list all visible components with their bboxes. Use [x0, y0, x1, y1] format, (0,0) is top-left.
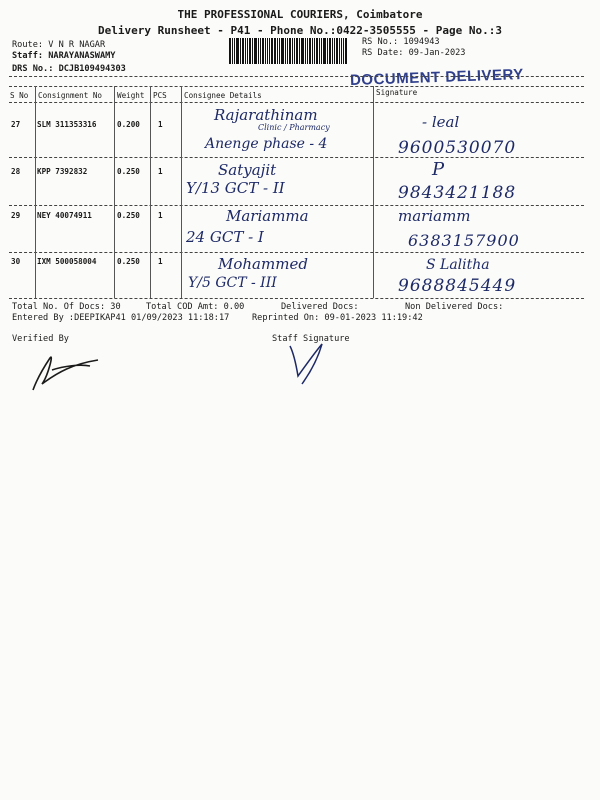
staff-label: Staff: NARAYANASWAMY [12, 51, 116, 61]
barcode-bar [287, 38, 288, 64]
barcode-bar [334, 38, 335, 64]
barcode-bar [316, 38, 318, 64]
consignee-address: Y/13 GCT - II [186, 179, 285, 197]
rule-row-29 [9, 252, 584, 253]
barcode-bar [332, 38, 333, 64]
row-weight: 0.250 [117, 211, 140, 220]
row-pcs: 1 [158, 167, 163, 176]
signature-scribble: S Lalitha [426, 257, 490, 273]
barcode-bar [289, 38, 291, 64]
signature-scribble: mariamm [398, 207, 471, 225]
barcode-bar [232, 38, 233, 64]
col-consignee: Consignee Details [184, 91, 262, 100]
consignee-name: Satyajit [218, 161, 277, 179]
divider-pcs [181, 86, 182, 298]
entered-by: Entered By :DEEPIKAP41 01/09/2023 11:18:17 [12, 313, 230, 323]
row-pcs: 1 [158, 211, 163, 220]
barcode-bar [249, 38, 251, 64]
row-sno: 29 [11, 211, 21, 220]
barcode-bar [305, 38, 306, 64]
row-weight: 0.200 [117, 120, 140, 129]
consignee-address: Y/5 GCT - III [188, 275, 277, 291]
divider-weight [150, 86, 151, 298]
barcode-bar [267, 38, 268, 64]
delivered-docs: Delivered Docs: [281, 302, 359, 312]
barcode-bar [327, 38, 328, 64]
barcode-bar [271, 38, 273, 64]
receiver-phone: 6383157900 [408, 231, 520, 250]
barcode-bar [285, 38, 286, 64]
runsheet-title: Delivery Runsheet - P41 - Phone No.:0422-3505555 - Page No.:3 [98, 24, 502, 37]
col-pcs: PCS [153, 91, 167, 100]
barcode-bar [301, 38, 304, 64]
row-consignment: KPP 7392832 [37, 167, 88, 176]
row-weight: 0.250 [117, 167, 140, 176]
verified-by-label: Verified By [12, 334, 69, 344]
barcode-bar [229, 38, 231, 64]
total-cod: Total COD Amt: 0.00 [146, 302, 245, 312]
row-sno: 27 [11, 120, 21, 129]
col-sno: S No [10, 91, 29, 100]
barcode-bar [292, 38, 293, 64]
barcode-bar [345, 38, 347, 64]
consignee-name: Mohammed [218, 255, 308, 273]
total-docs: Total No. Of Docs: 30 [12, 302, 121, 312]
barcode-bar [281, 38, 284, 64]
divider-consignee [373, 86, 374, 298]
col-consignment: Consignment No [38, 91, 103, 100]
rs-date: RS Date: 09-Jan-2023 [362, 48, 466, 58]
col-weight: Weight [117, 91, 145, 100]
route-label: Route: V N R NAGAR [12, 40, 106, 50]
barcode-bar [274, 38, 276, 64]
barcode-bar [321, 38, 322, 64]
non-delivered-docs: Non Delivered Docs: [405, 302, 504, 312]
consignee-address: 24 GCT - I [186, 228, 264, 246]
barcode-bar [336, 38, 338, 64]
barcode-bar [314, 38, 315, 64]
barcode-bar [323, 38, 326, 64]
barcode-bar [279, 38, 280, 64]
barcode-bar [329, 38, 331, 64]
barcode-bar [299, 38, 300, 64]
barcode-bar [343, 38, 344, 64]
barcode-graphic [229, 38, 355, 64]
verifier-signature-stroke [28, 346, 108, 396]
rule-header-top [9, 86, 584, 87]
barcode-bar [312, 38, 313, 64]
consignee-name: Rajarathinam [214, 106, 318, 124]
barcode-bar [260, 38, 261, 64]
barcode-bar [254, 38, 257, 64]
reprinted-on: Reprinted On: 09-01-2023 11:19:42 [252, 313, 423, 323]
barcode-bar [277, 38, 278, 64]
divider-consignment [114, 86, 115, 298]
drs-number: DRS No.: DCJB109494303 [12, 64, 126, 74]
signature-scribble: P [432, 159, 445, 180]
barcode-bar [294, 38, 295, 64]
barcode-bar [296, 38, 298, 64]
company-title: THE PROFESSIONAL COURIERS, Coimbatore [177, 8, 423, 21]
signature-scribble: - leal [422, 113, 460, 131]
receiver-phone: 9600530070 [398, 138, 517, 158]
col-signature: Signature [376, 88, 418, 97]
barcode-bar [341, 38, 342, 64]
row-consignment: NEY 40074911 [37, 211, 92, 220]
row-weight: 0.250 [117, 257, 140, 266]
barcode-bar [247, 38, 248, 64]
staff-signature-label: Staff Signature [272, 334, 350, 344]
barcode-bar [252, 38, 253, 64]
document-delivery-stamp: DOCUMENT DELIVERY [349, 65, 525, 90]
barcode-bar [240, 38, 241, 64]
staff-signature-stroke [282, 336, 342, 388]
row-sno: 28 [11, 167, 21, 176]
row-sno: 30 [11, 257, 21, 266]
row-pcs: 1 [158, 257, 163, 266]
row-pcs: 1 [158, 120, 163, 129]
barcode-bar [319, 38, 320, 64]
barcode-bar [262, 38, 264, 64]
rule-header-bottom [9, 102, 584, 103]
rule-row-30 [9, 298, 584, 299]
barcode-bar [339, 38, 340, 64]
barcode-bar [265, 38, 266, 64]
row-consignment: IXM 500058004 [37, 257, 97, 266]
row-consignment: SLM 311353316 [37, 120, 97, 129]
barcode-bar [307, 38, 308, 64]
barcode-bar [258, 38, 259, 64]
rule-row-28 [9, 205, 584, 206]
consignee-note: Clinic / Pharmacy [258, 123, 330, 132]
barcode-bar [245, 38, 246, 64]
barcode-bar [234, 38, 235, 64]
receiver-phone: 9688845449 [398, 276, 517, 296]
receiver-phone: 9843421188 [398, 183, 517, 203]
barcode-bar [242, 38, 244, 64]
rs-number: RS No.: 1094943 [362, 37, 440, 47]
barcode-bar [236, 38, 239, 64]
rule-top [9, 76, 584, 77]
barcode-bar [269, 38, 270, 64]
divider-sno [35, 86, 36, 298]
barcode-bar [309, 38, 311, 64]
consignee-name: Mariamma [226, 207, 309, 225]
consignee-address: Anenge phase - 4 [205, 136, 328, 152]
